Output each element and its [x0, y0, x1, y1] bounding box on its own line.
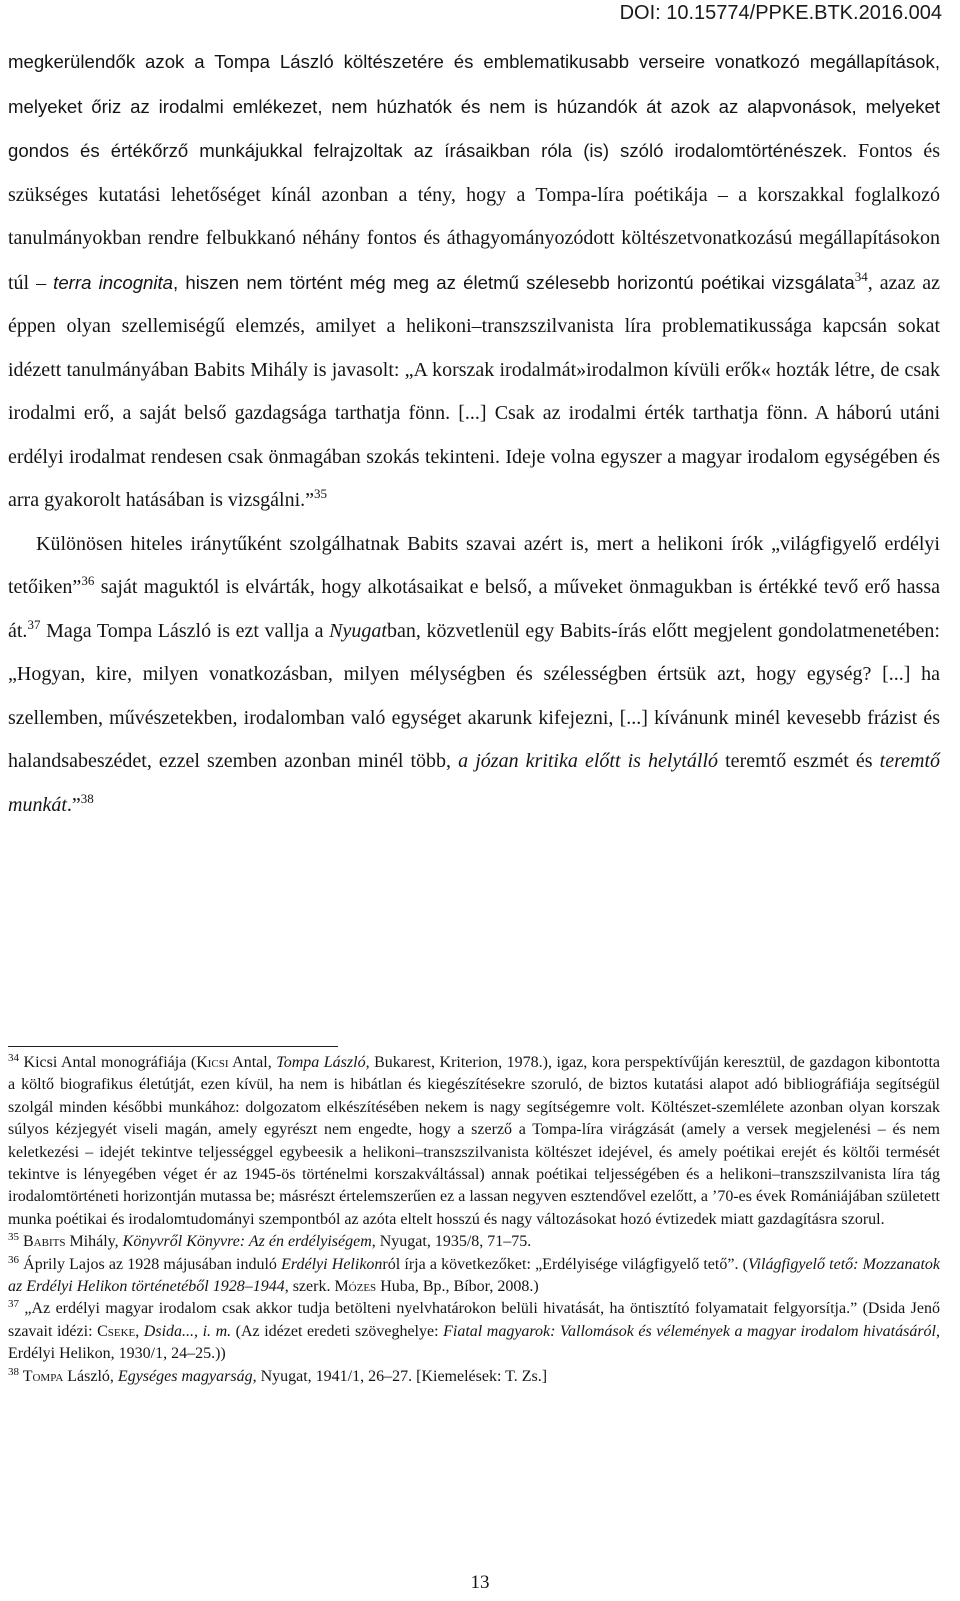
footnote-number-34: 34: [8, 1052, 19, 1064]
fn37-text-a: „Az erdélyi magyar irodalom csak akkor tudja betölteni nyelvhatárokon belüli hivatását, ha öntisztító folyamatait felgyorsítja.” (Dsida Jenő szavait idézi:: [8, 1300, 940, 1340]
p2-italic-2: teremtő munkát: [8, 750, 941, 816]
footnote-ref-35[interactable]: 35: [314, 486, 327, 501]
fn35-text-a: Mihály,: [65, 1233, 123, 1251]
fn37-text-c: (Az idézet eredeti szöveghelye:: [231, 1322, 444, 1340]
footnote-number-36: 36: [8, 1253, 19, 1266]
fn34-smallcaps: Kicsi: [196, 1054, 229, 1071]
footnote-number-35: 35: [8, 1231, 19, 1244]
p1-sentence-1: megkerülendők azok a Tompa László költészetére és emblematikusabb verseire vonatkozó megállapítások, melyeket őriz az irodalmi emlékezet, nem húzhatók és nem is húzandók át azok az alapvonások, melyeket gondos és értékőrző munkájukkal felrajzoltak az írásaikban róla (is) szóló irodalomtörténészek.: [8, 51, 940, 161]
fn35-smallcaps: Babits: [19, 1233, 66, 1251]
fn38-text-b: , Nyugat, 1941/1, 26–27. [Kiemelések: T. Zs.]: [252, 1367, 548, 1385]
main-text: [8, 40, 940, 827]
fn37-italic-1: Dsida..., i. m.: [143, 1322, 232, 1340]
fn35-italic: Könyvről Könyvre: Az én erdélyiségem: [122, 1233, 372, 1251]
fn37-italic-2: Fiatal magyarok: Vallomások és vélemények a magyar irodalom hivatásáról: [443, 1322, 936, 1340]
p2-sentence-4: ban, közvetlenül egy Babits-írás előtt megjelent gondolatmenetében: „Hogyan, kire, milyen vonatkozásban, milyen mélységben és szélességben értsük azt, hogy egység? [...] ha szellemben, művészetekben, irodalomban való egységet akarunk kifejezni, [...] kívánunk minél kevesebb frázist és halandsabeszédet, ezzel szemben azonban minél több,: [8, 619, 940, 772]
fn38-smallcaps: Tompa: [19, 1367, 64, 1385]
footnote-ref-38[interactable]: 38: [80, 790, 94, 806]
footnote-34: [8, 1052, 940, 1231]
paragraph-2: [8, 523, 940, 828]
p2-sentence-6: .”: [66, 793, 81, 816]
fn36-text-b: ról írja a következőket: „Erdélyisége világfigyelő tető”. (: [382, 1255, 748, 1273]
doi-header: DOI: 10.15774/PPKE.BTK.2016.004: [619, 2, 942, 24]
fn34-text-a: Kicsi Antal monográfiája (: [19, 1054, 197, 1071]
fn36-italic-2: Világfigyelő tető: Mozzanatok az Erdélyi Helikon történetéből 1928–1944: [8, 1255, 940, 1296]
footnote-separator: [8, 1046, 338, 1047]
footnote-ref-36[interactable]: 36: [81, 573, 95, 588]
fn36-text-a: Áprily Lajos az 1928 májusában induló: [19, 1255, 282, 1273]
p1-sentence-5: , azaz az éppen olyan szellemiségű elemzés, amilyet a helikoni–transzszilvanista líra problematikussága kapcsán sokat idézett tanulmányában Babits Mihály is javasolt: „A korszak irodalmát»irodalmon kívüli erők« hozták létre, de csak irodalmi erő, a saját belső gazdagsága tarthatja fönn. [...] Csak az irodalmi érték tarthatja fönn. A háború utáni erdélyi irodalmat rendesen csak önmagában szokás tekinteni. Ideje volna egyszer a magyar irodalom egységében és arra gyakorolt hatásában is vizsgálni.”: [8, 271, 940, 511]
footnote-ref-37[interactable]: 37: [27, 616, 41, 632]
fn38-italic: Egységes magyarság: [117, 1367, 253, 1385]
footnote-36: [8, 1254, 940, 1299]
p2-italic-1: a józan kritika előtt is helytálló: [458, 750, 719, 772]
p2-sentence-2: saját maguktól is elvárták, hogy alkotásaikat e belső, a műveket önmagukban is értékké tevő erő hassa át.: [8, 576, 940, 642]
p2-sentence-1: Különösen hiteles iránytűként szolgálhatnak Babits szavai azért is, mert a helikoni írók „világfigyelő erdélyi tetőiken”: [8, 532, 940, 598]
footnote-number-38: 38: [8, 1365, 19, 1378]
fn36-smallcaps: Mózes: [334, 1278, 377, 1296]
p1-sentence-2: Fontos és szükséges kutatási lehetőséget kínál azonban a tény, hogy a Tompa-líra poétikája – a korszakkal foglalkozó tanulmányokban rendre felbukkanó néhány fontos és áthagyományozódott költészetvonatkozású megállapításokon túl –: [8, 140, 941, 294]
fn35-text-b: , Nyugat, 1935/8, 71–75.: [371, 1233, 532, 1251]
fn37-text-b: ,: [135, 1322, 144, 1340]
fn36-text-c: , szerk.: [284, 1278, 335, 1296]
page-number: 13: [470, 1572, 490, 1593]
fn38-text-a: László,: [63, 1367, 118, 1385]
footnote-38: [8, 1366, 940, 1388]
p2-italic-nyugat: Nyugat: [329, 619, 387, 642]
fn37-text-d: , Erdélyi Helikon, 1930/1, 24–25.)): [8, 1322, 940, 1363]
fn37-smallcaps: Cseke: [97, 1322, 136, 1340]
p2-sentence-5: teremtő eszmét és: [718, 750, 880, 772]
footnote-37: [8, 1298, 940, 1365]
p1-italic-terra-incognita: terra incognita: [53, 271, 174, 293]
fn34-text-c: , Bukarest, Kriterion, 1978.), igaz, kora perspektívűján keresztül, de gazdagon kibontotta a költő biografikus életútját, ezen kívül, ha nem is hibátlan és kiegészítésekre szoruló, de biztos kutatási alapot adó bibliográfiája segítségül szolgál minden későbbi munkához: dolgozatom elkészítésében nekem is nagy segítségemre volt. Költészet-szemlélete azonban olyan korszak súlyos kézjegyét viseli magán, amely egyrészt nem engedte, hogy a szerző a Tompa-líra virágzását (amely a versek megjelenési – és nem keletkezési – idejét tekintve teljességgel egybeesik a helikoni–transzszilvanista költészet idejével, és amely poétikai erejét és költői termését tekintve is lényegében véget ér az 1945-ös történelmi korszakváltással) annak poétikai teljességében és a helikoni–transzszilvanista líra tág irodalomtörténeti horizontján mutassa be; másrészt értelemszerűen ez a lassan negyven esztendővel ezelőtt, a ’70-es évek Romániájában született munka poétikai és irodalomtudományi szempontból az azóta eltelt hosszú és nagy változásokat hozó évtizedek miatt gazdagításra szorul.: [8, 1054, 941, 1228]
fn34-italic: Tompa László: [276, 1054, 366, 1071]
fn36-italic-1: Erdélyi Helikon: [281, 1255, 383, 1273]
p2-sentence-3: Maga Tompa László is ezt vallja a: [40, 619, 330, 642]
fn34-text-b: Antal,: [228, 1054, 277, 1071]
footnote-ref-34[interactable]: 34: [854, 268, 868, 284]
footnote-number-37: 37: [8, 1298, 19, 1311]
footnote-35: [8, 1231, 940, 1253]
fn36-text-d: Huba, Bp., Bíbor, 2008.): [376, 1278, 539, 1296]
footnotes: [8, 1052, 940, 1388]
paragraph-1: [8, 40, 940, 523]
p1-sentence-4: , hiszen nem történt még meg az életmű szélesebb horizontú poétikai vizsgálata: [173, 271, 855, 293]
